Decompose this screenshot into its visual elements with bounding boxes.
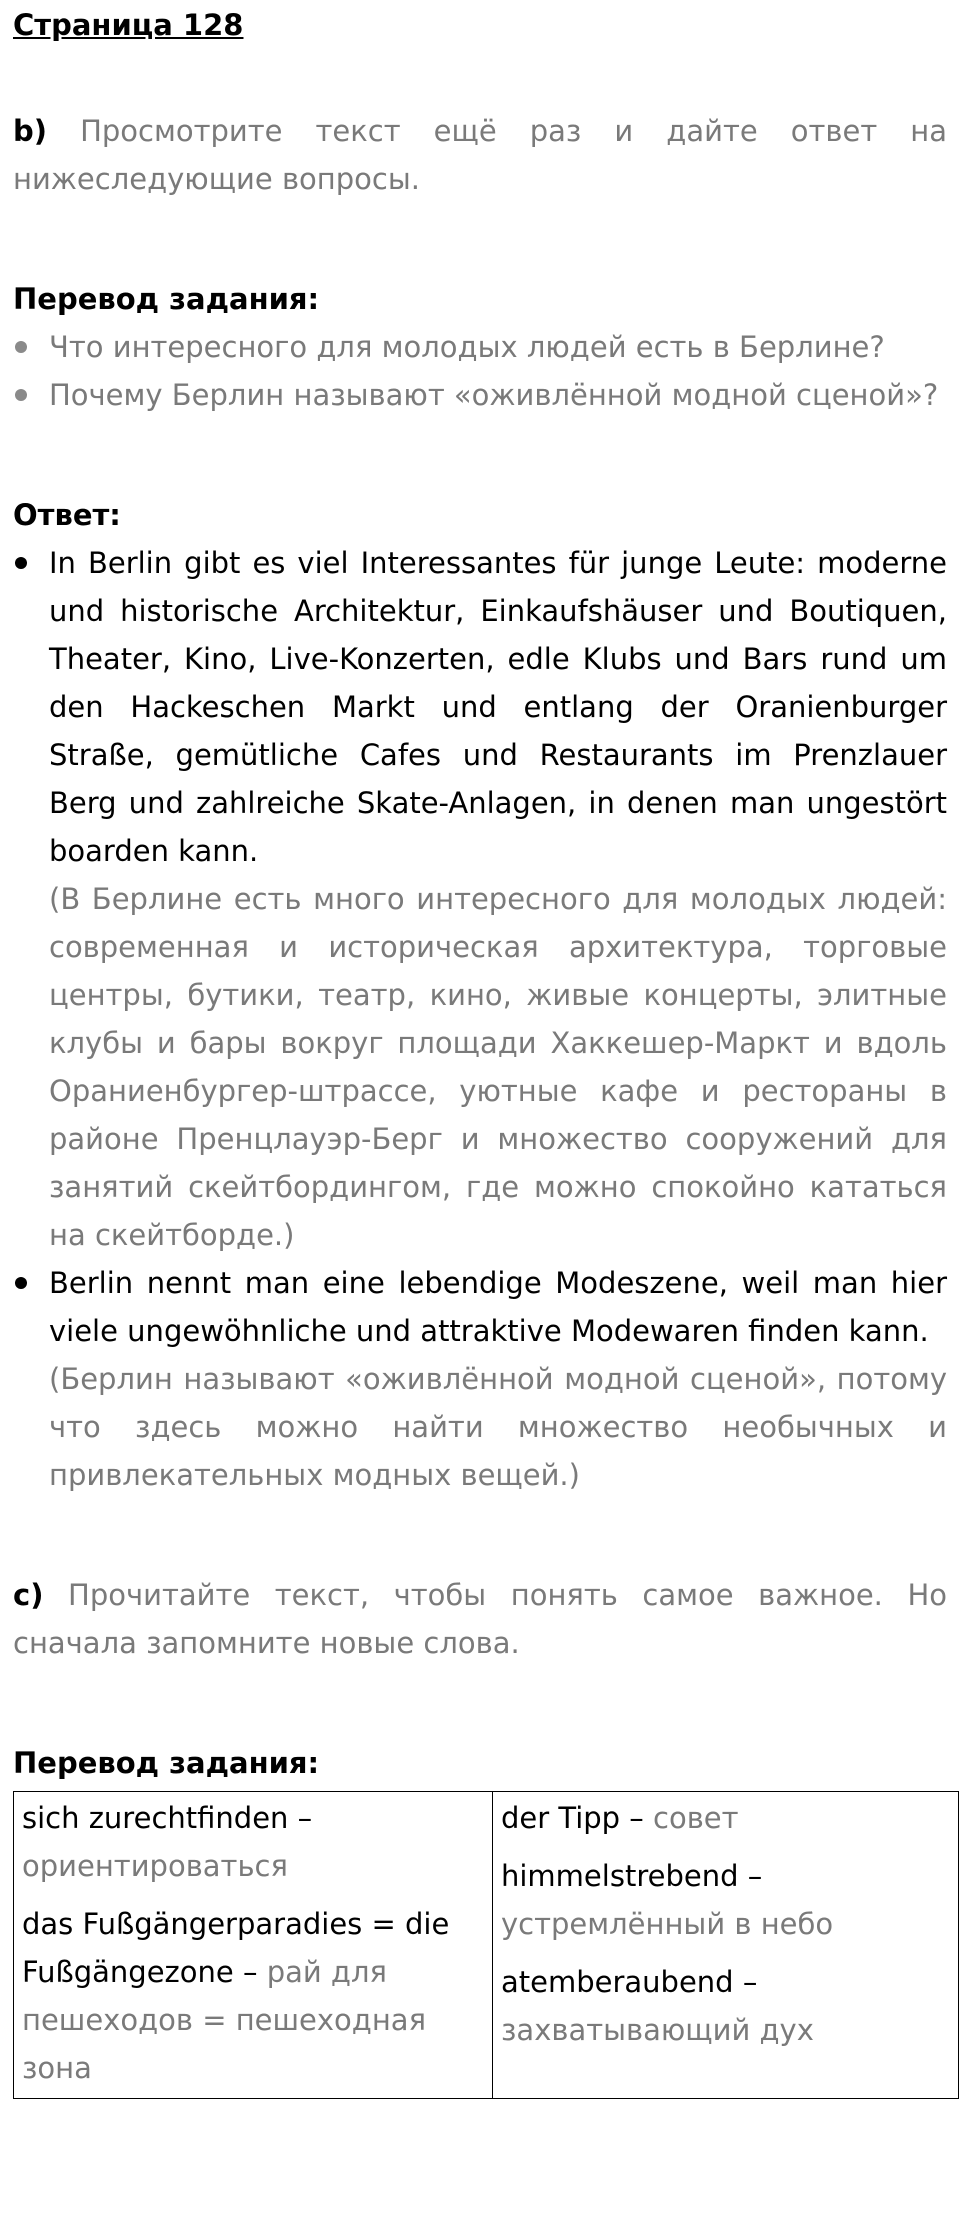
answer-item	[13, 539, 947, 1259]
question-text: Почему Берлин называют «оживлённой модной сценой»?	[49, 378, 939, 412]
vocab-column-left	[14, 1792, 493, 2099]
section-b-instruction	[13, 107, 947, 203]
answer-german: Berlin nennt man eine lebendige Modeszene, weil man hier viele ungewöhnliche und attraktive Modewaren finden kann.	[49, 1266, 947, 1348]
answer-german: In Berlin gibt es viel Interessantes für junge Leute: moderne und historische Architektur, Einkaufshäuser und Boutiquen, Theater, Kino, Live-Konzerten, edle Klubs und Bars rund um den Hackeschen Markt und entlang der Oranienburger Straße, gemütliche Cafes und Restaurants im Prenzlauer Berg und zahlreiche Skate-Anlagen, in denen man ungestört boarden kann.	[49, 546, 947, 868]
answer-russian: (Берлин называют «оживлённой модной сценой», потому что здесь можно найти множество необычных и привлекательных модных вещей.)	[49, 1362, 947, 1492]
page-title: Страница 128	[13, 8, 244, 42]
question-item	[13, 371, 947, 419]
vocab-german: das Fußgängerparadies = die Fußgängezone –	[22, 1907, 450, 1989]
vocab-entry	[22, 1900, 482, 2092]
vocab-german: atemberaubend –	[501, 1965, 758, 1999]
translation-heading-2: Перевод задания:	[13, 1746, 320, 1780]
answer-list	[13, 539, 947, 1499]
vocab-german: der Tipp –	[501, 1801, 644, 1835]
vocabulary-table	[13, 1791, 959, 2099]
vocab-russian: совет	[653, 1801, 739, 1835]
vocab-german: himmelstrebend –	[501, 1859, 763, 1893]
vocab-entry	[501, 1852, 948, 1948]
translation-heading-1: Перевод задания:	[13, 282, 320, 316]
section-b-marker: b)	[13, 114, 48, 148]
bullet-icon	[15, 389, 27, 401]
vocab-entry	[501, 1794, 948, 1842]
bullet-icon	[15, 341, 27, 353]
question-text: Что интересного для молодых людей есть в Берлине?	[49, 330, 885, 364]
vocab-german: sich zurechtfinden –	[22, 1801, 313, 1835]
vocab-entry	[501, 1958, 948, 2054]
vocab-russian: устремлённый в небо	[501, 1907, 834, 1941]
answer-russian: (В Берлине есть много интересного для молодых людей: современная и историческая архитектура, торговые центры, бутики, театр, кино, живые концерты, элитные клубы и бары вокруг площади Хаккешер-Маркт и вдоль Ораниенбургер-штрассе, уютные кафе и рестораны в районе Пренцлауэр-Берг и множество сооружений для занятий скейтбордингом, где можно спокойно кататься на скейтборде.)	[49, 882, 947, 1252]
bullet-icon	[15, 1277, 27, 1289]
section-b-text: Просмотрите текст ещё раз и дайте ответ на нижеследующие вопросы.	[13, 114, 947, 196]
vocab-russian: захватывающий дух	[501, 2013, 814, 2047]
vocab-column-right	[493, 1792, 959, 2099]
vocab-entry	[22, 1794, 482, 1890]
section-c-text: Прочитайте текст, чтобы понять самое важное. Но сначала запомните новые слова.	[13, 1578, 947, 1660]
bullet-icon	[15, 557, 27, 569]
answer-heading: Ответ:	[13, 498, 121, 532]
answer-item	[13, 1259, 947, 1499]
section-c-instruction	[13, 1571, 947, 1667]
vocab-russian: рай для пешеходов = пешеходная зона	[22, 1955, 427, 2085]
vocab-russian: ориентироваться	[22, 1849, 288, 1883]
question-list	[13, 323, 947, 419]
table-row	[14, 1792, 959, 2099]
question-item	[13, 323, 947, 371]
section-c-marker: c)	[13, 1578, 44, 1612]
